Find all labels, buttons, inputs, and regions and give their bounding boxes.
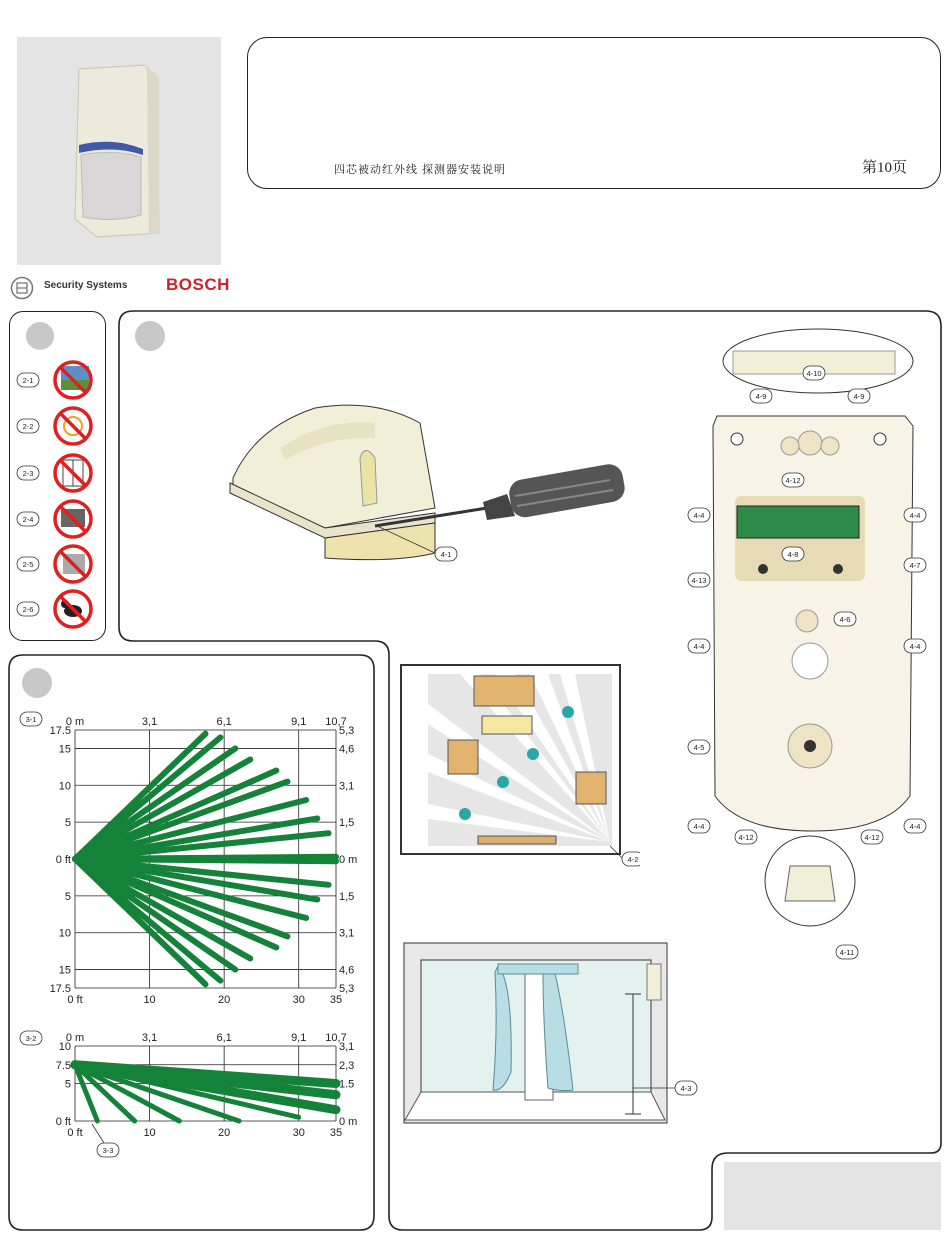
x-bottom-tick: 35 (329, 1127, 343, 1139)
label-2-3: 2-3 (22, 469, 34, 478)
label-4-4-c: 4-4 (693, 642, 705, 651)
y-left-tick: 5 (64, 890, 71, 903)
label-4-6: 4-6 (839, 615, 851, 624)
label-4-13: 4-13 (691, 576, 707, 585)
y-right-tick: 0 m (339, 854, 358, 866)
bosch-wordmark: BOSCH (166, 275, 230, 294)
y-left-tick: 10 (58, 1041, 71, 1053)
label-4-5: 4-5 (693, 743, 705, 752)
x-top-tick: 6,1 (216, 716, 232, 728)
label-4-12-br: 4-12 (864, 833, 880, 842)
y-left-tick: 10 (58, 780, 71, 793)
x-bottom-tick: 0 ft (67, 994, 83, 1006)
label-2-2: 2-2 (22, 422, 34, 431)
x-bottom-tick: 30 (292, 1127, 305, 1139)
x-top-tick: 9,1 (291, 1032, 307, 1044)
y-left-tick: 0 ft (55, 1116, 71, 1128)
label-4-1: 4-1 (440, 550, 452, 559)
label-4-9-right: 4-9 (853, 392, 865, 401)
x-top-tick: 10,7 (325, 1032, 347, 1044)
chart-id-label: 3-2 (25, 1034, 37, 1043)
x-top-tick: 3,1 (141, 1032, 158, 1044)
x-bottom-tick: 10 (143, 994, 156, 1006)
label-4-4-d: 4-4 (909, 642, 921, 651)
y-right-tick: 4,6 (339, 964, 355, 977)
y-left-tick: 10 (58, 927, 71, 940)
y-right-tick: 1,5 (339, 890, 355, 903)
y-right-tick: 3,1 (339, 927, 355, 940)
y-left-tick: 17.5 (49, 725, 71, 737)
y-left-tick: 0 ft (55, 854, 71, 866)
y-left-tick: 7.5 (55, 1059, 71, 1072)
label-4-12-bl: 4-12 (738, 833, 754, 842)
x-top-tick: 6,1 (216, 1032, 232, 1044)
y-left-tick: 15 (58, 743, 71, 756)
label-2-5: 2-5 (22, 560, 34, 569)
security-systems-label: Security Systems (44, 280, 128, 291)
x-top-tick: 0 m (65, 1032, 85, 1044)
x-bottom-tick: 30 (292, 994, 305, 1006)
y-left-tick: 15 (58, 964, 71, 977)
label-4-10: 4-10 (806, 369, 822, 378)
label-2-1: 2-1 (22, 376, 34, 385)
x-top-tick: 3,1 (141, 716, 158, 728)
x-bottom-tick: 10 (143, 1127, 156, 1139)
x-bottom-tick: 20 (218, 1127, 231, 1139)
y-right-tick: 1.5 (339, 1078, 355, 1091)
label-2-6: 2-6 (22, 605, 34, 614)
y-right-tick: 3,1 (339, 1041, 355, 1053)
label-4-7: 4-7 (909, 561, 921, 570)
page-number: 第10页 (862, 160, 908, 176)
y-left-tick: 5 (64, 1078, 71, 1091)
x-bottom-tick: 0 ft (67, 1127, 83, 1139)
x-top-tick: 0 m (65, 716, 85, 728)
x-bottom-tick: 35 (329, 994, 343, 1006)
y-right-tick: 1,5 (339, 817, 355, 830)
chart-id-label: 3-1 (25, 715, 37, 724)
y-right-tick: 4,6 (339, 743, 355, 756)
label-4-3: 4-3 (680, 1084, 692, 1093)
label-4-11: 4-11 (839, 948, 855, 957)
y-right-tick: 0 m (339, 1116, 358, 1128)
document-title: 四芯被动红外线 探测器安装说明 (334, 164, 507, 176)
label-4-4-b: 4-4 (909, 511, 921, 520)
x-top-tick: 9,1 (291, 716, 307, 728)
y-right-tick: 5,3 (339, 725, 355, 737)
label-4-4-e: 4-4 (693, 822, 705, 831)
y-left-tick: 17.5 (49, 983, 71, 995)
x-top-tick: 10,7 (325, 716, 347, 728)
y-left-tick: 5 (64, 817, 71, 830)
label-4-12-top: 4-12 (785, 476, 801, 485)
label-4-4-a: 4-4 (693, 511, 705, 520)
label-4-4-f: 4-4 (909, 822, 921, 831)
callout-label: 3-3 (102, 1146, 114, 1155)
label-4-9-left: 4-9 (755, 392, 767, 401)
label-4-2: 4-2 (627, 855, 639, 864)
x-bottom-tick: 20 (218, 994, 231, 1006)
y-right-tick: 3,1 (339, 780, 355, 793)
callout-line (92, 1124, 104, 1143)
label-4-8: 4-8 (787, 550, 799, 559)
y-right-tick: 5,3 (339, 983, 355, 995)
label-2-4: 2-4 (22, 515, 34, 524)
y-right-tick: 2,3 (339, 1059, 355, 1072)
